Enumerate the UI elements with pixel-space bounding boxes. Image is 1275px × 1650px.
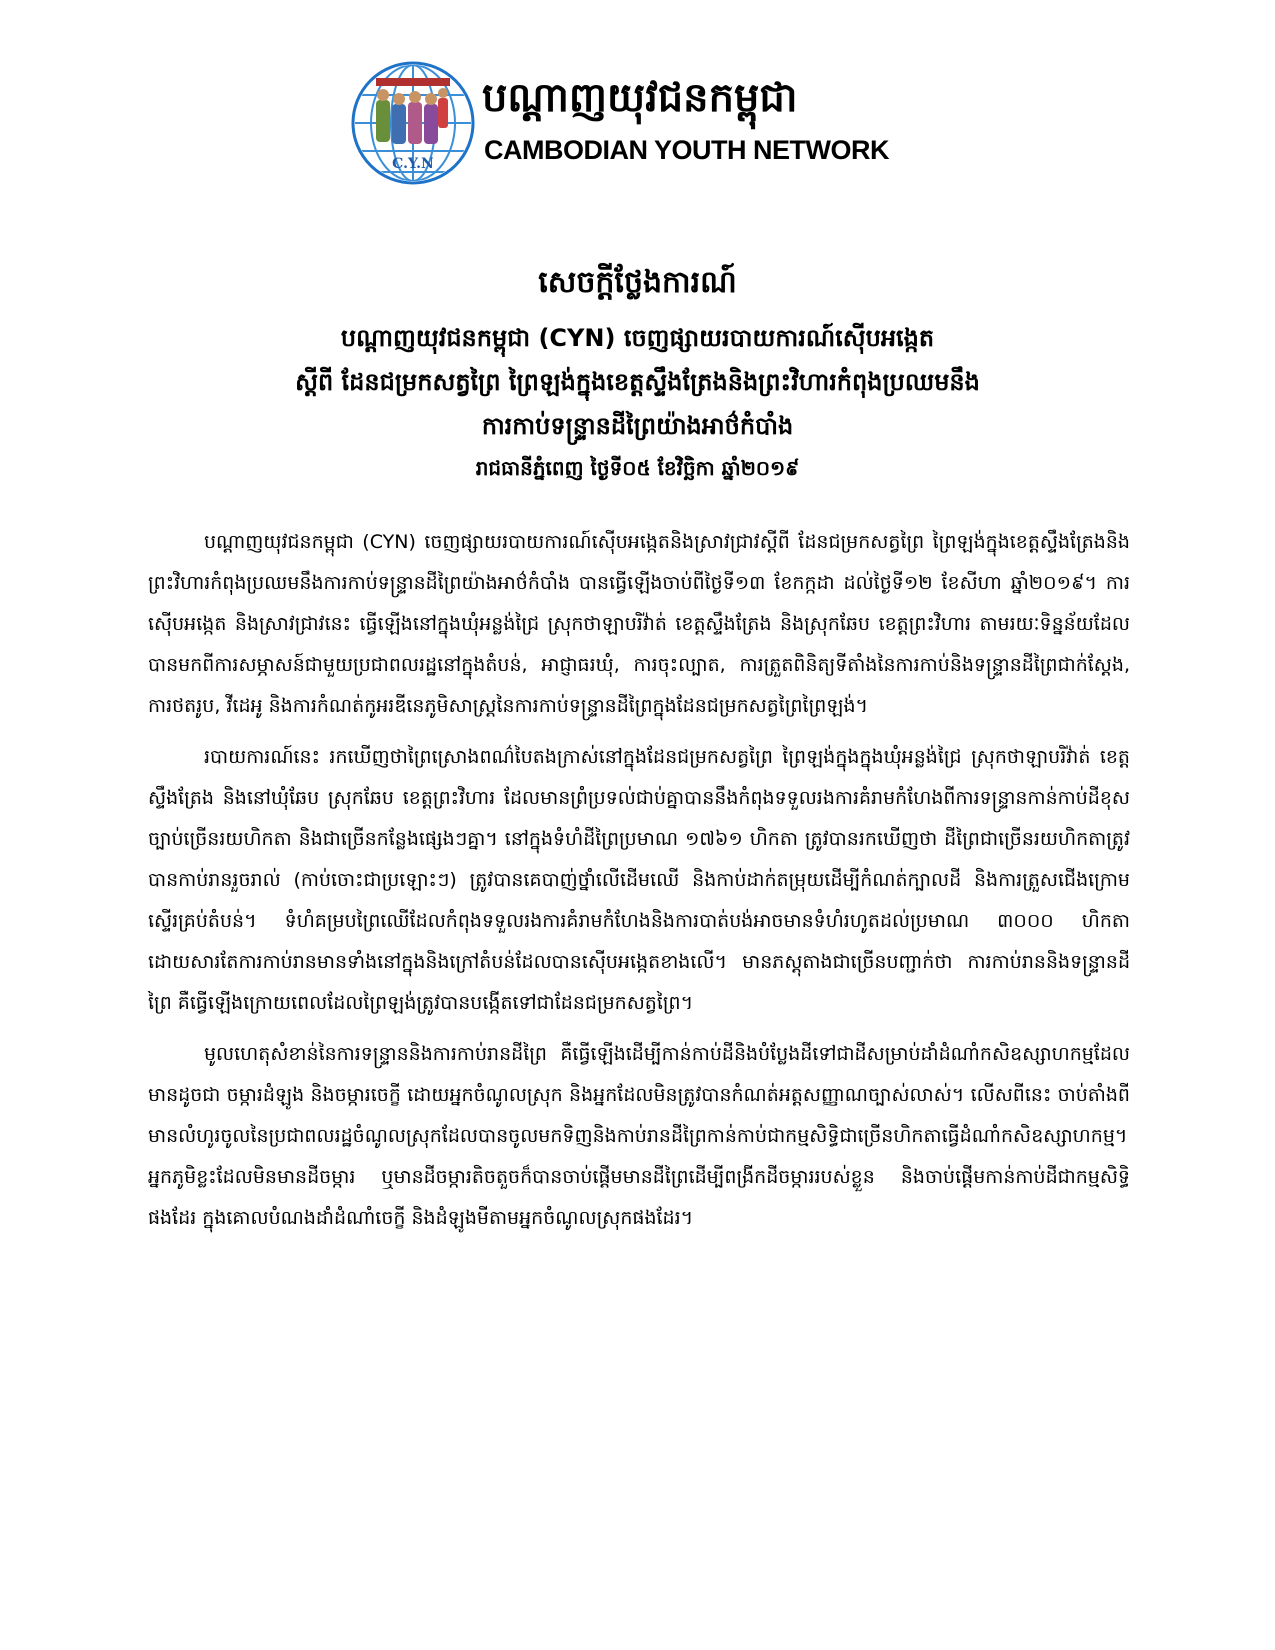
statement-heading: សេចក្តីថ្លែងការណ៍ xyxy=(538,265,737,300)
logo-text: C.Y.N xyxy=(392,156,434,172)
statement-titles xyxy=(120,260,1155,488)
body-paragraph-3: មូលហេតុសំខាន់នៃការទន្រ្ទាននិងការកាប់រានដីព្រៃ គឺធ្វើឡើងដើម្បីកាន់កាប់ដីនិងបំប្លែងដីទៅជាដីសម្រាប់ដាំដំណាំកសិឧស្សាហកម្មដែលមានដូចជា ចម្ការដំឡូង និងចម្ការចេក្ខី ដោយអ្នកចំណូលស្រុក និងអ្នកដែលមិនត្រូវបានកំណត់អត្តសញ្ញាណច្បាស់លាស់។ លើសពីនេះ ចាប់តាំងពីមានលំហូរចូលនៃប្រជាពលរដ្ឋចំណូលស្រុកដែលបានចូលមកទិញនិងកាប់រានដីព្រៃកាន់កាប់ជាកម្មសិទ្ធិជាច្រើនហិកតាធ្វើដំណាំកសិឧស្សាហកម្ម។ អ្នកភូមិខ្លះដែលមិនមានដីចម្ការ ឬមានដីចម្ការតិចតួចក៏បានចាប់ផ្តើមមានដីព្រៃដើម្បីពង្រីកដីចម្ការរបស់ខ្លួន និងចាប់ផ្តើមកាន់កាប់ដីជាកម្មសិទ្ធិផងដែរ ក្នុងគោលបំណងដាំដំណាំចេក្ខី និងដំឡូងមីតាមអ្នកចំណូលស្រុកផងដែរ។ xyxy=(148,1043,1130,1229)
statement-subtitle-line-1: បណ្តាញយុវជនកម្ពុជា (CYN) ចេញផ្សាយរបាយការណ៍ស៊ើបអង្កេត xyxy=(340,324,935,352)
body-paragraph-1: បណ្តាញយុវជនកម្ពុជា (CYN) ចេញផ្សាយរបាយការណ៍ស៊ើបអង្កេតនិងស្រាវជ្រាវស្តីពី ដែនជម្រកសត្វព្រៃ ព្រៃឡង់ក្នុងខេត្តស្ទឹងត្រែងនិងព្រះវិហារកំពុងប្រឈមនឹងការកាប់ទន្រ្ទានដីព្រៃយ៉ាងអាថ៌កំបាំង បានធ្វើឡើងចាប់ពីថ្ងៃទី១៣ ខែកក្កដា ដល់ថ្ងៃទី១២ ខែសីហា ឆ្នាំ២០១៩។ ការស៊ើបអង្កេត និងស្រាវជ្រាវនេះ ធ្វើឡើងនៅក្នុងឃុំអន្លង់ជ្រៃ ស្រុកថាឡាបរិវ៉ាត់ ខេត្តស្ទឹងត្រែង និងស្រុកឆែប ខេត្តព្រះវិហារ តាមរយៈទិន្នន័យដែលបានមកពីការសម្ភាសន៍ជាមួយប្រជាពលរដ្ឋនៅក្នុងតំបន់, អាជ្ញាធរឃុំ, ការចុះល្បាត, ការត្រួតពិនិត្យទីតាំងនៃការកាប់និងទន្រ្ទានដីព្រៃជាក់ស្តែង, ការថតរូប, វីដេអូ និងការកំណត់កូអរឌីនេភូមិសាស្រ្តនៃការកាប់ទន្រ្ទានដីព្រៃក្នុងដែនជម្រកសត្វព្រៃព្រៃឡង់។ xyxy=(148,531,1130,717)
statement-subtitle-line-3: ការកាប់ទន្រ្ទានដីព្រៃយ៉ាងអាថ៌កំបាំង xyxy=(481,412,794,440)
statement-subtitle-line-2: ស្តីពី ដែនជម្រកសត្វព្រៃ ព្រៃឡង់ក្នុងខេត្តស្ទឹងត្រែងនិងព្រះវិហារកំពុងប្រឈមនឹង xyxy=(295,368,980,396)
cyn-logo-globe-icon xyxy=(350,60,476,186)
org-name-english: CAMBODIAN YOUTH NETWORK xyxy=(484,135,889,165)
org-name-khmer: បណ្តាញយុវជនកម្ពុជា xyxy=(482,75,798,121)
statement-body xyxy=(148,522,1130,1249)
body-paragraph-2: របាយការណ៍នេះ រកឃើញថាព្រៃស្រោងពណ៌បៃតងក្រាស់នៅក្នុងដែនជម្រកសត្វព្រៃ ព្រៃឡង់ក្នុងក្នុងឃុំអន្លង់ជ្រៃ ស្រុកថាឡាបរិវ៉ាត់ ខេត្តស្ទឹងត្រែង និងនៅឃុំឆែប ស្រុកឆែប ខេត្តព្រះវិហារ ដែលមានព្រំប្រទល់ជាប់គ្នាបាននឹងកំពុងទទួលរងការគំរាមកំហែងពីការទន្រ្ទានកាន់កាប់ដីខុសច្បាប់ច្រើនរយហិកតា និងជាច្រើនកន្លែងផ្សេងៗគ្នា។ នៅក្នុងទំហំដីព្រៃប្រមាណ ១៧៦១ ហិកតា ត្រូវបានរកឃើញថា ដីព្រៃជាច្រើនរយហិកតាត្រូវបានកាប់រានរួចរាល់ (កាប់ចោះជាប្រឡោះៗ) ត្រូវបានគេបាញ់ថ្នាំលើដើមឈើ និងកាប់ដាក់តម្រុយដើម្បីកំណត់ក្បាលដី និងការត្រួសជើងក្រោមស្ទើរគ្រប់តំបន់។ ទំហំគម្របព្រៃឈើដែលកំពុងទទួលរងការគំរាមកំហែងនិងការបាត់បង់អាចមានទំហំរហូតដល់ប្រមាណ ៣០០០ ហិកតា ដោយសារតែការកាប់រានមានទាំងនៅក្នុងនិងក្រៅតំបន់ដែលបានស៊ើបអង្កេតខាងលើ។ មានភស្តុតាងជាច្រើនបញ្ជាក់ថា ការកាប់រាននិងទន្រ្ទានដីព្រៃ គឺធ្វើឡើងក្រោយពេលដែលព្រៃឡង់ត្រូវបានបង្កើតទៅជាដែនជម្រកសត្វព្រៃ។ xyxy=(148,746,1130,1014)
statement-date: រាជធានីភ្នំពេញ ថ្ងៃទី០៥ ខែវិច្ឆិកា ឆ្នាំ២០១៩ xyxy=(475,456,800,480)
letterhead xyxy=(350,60,910,200)
